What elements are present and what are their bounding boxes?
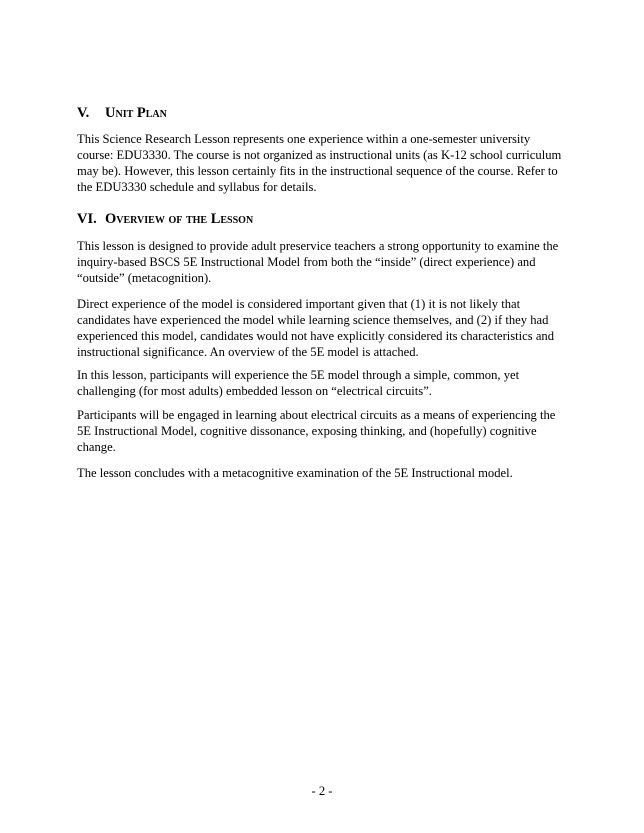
section-v-number: V. bbox=[77, 105, 90, 121]
overview-paragraph-1: This lesson is designed to provide adult preservice teachers a strong opportunity to examine the inquiry-based BSCS 5E Instructional Model from both the “inside” (direct experience) and “outside” (metacognition). bbox=[77, 239, 559, 285]
overview-paragraph-5: The lesson concludes with a metacognitive examination of the 5E Instructional model. bbox=[77, 466, 513, 480]
section-v-title: Unit Plan bbox=[105, 105, 167, 121]
page-number: - 2 - bbox=[311, 784, 333, 798]
section-vi-heading bbox=[77, 210, 253, 228]
section-vi-title: Overview of the Lesson bbox=[105, 211, 254, 227]
overview-paragraph-2: Direct experience of the model is considered important given that (1) it is not likely that candidates have experienced the model while learning science themselves, and (2) if they had experienced this model, candidates would not have explicitly considered its characteristics and instructional significance. An overview of the 5E model is attached. bbox=[77, 297, 555, 359]
section-vi-number: VI. bbox=[77, 211, 97, 227]
overview-paragraph-3: In this lesson, participants will experience the 5E model through a simple, common, yet challenging (for most adults) embedded lesson on “electrical circuits”. bbox=[77, 368, 520, 398]
unit-plan-paragraph: This Science Research Lesson represents one experience within a one-semester university course: EDU3330. The course is not organized as instructional units (as K-12 school curriculum may be). However, this lesson certainly fits in the instructional sequence of the course. Refer to the EDU3330 schedule and syllabus for details. bbox=[77, 132, 562, 194]
overview-paragraph-4: Participants will be engaged in learning about electrical circuits as a means of experiencing the 5E Instructional Model, cognitive dissonance, exposing thinking, and (hopefully) cognitive change. bbox=[77, 408, 556, 454]
section-v-heading bbox=[77, 104, 167, 122]
